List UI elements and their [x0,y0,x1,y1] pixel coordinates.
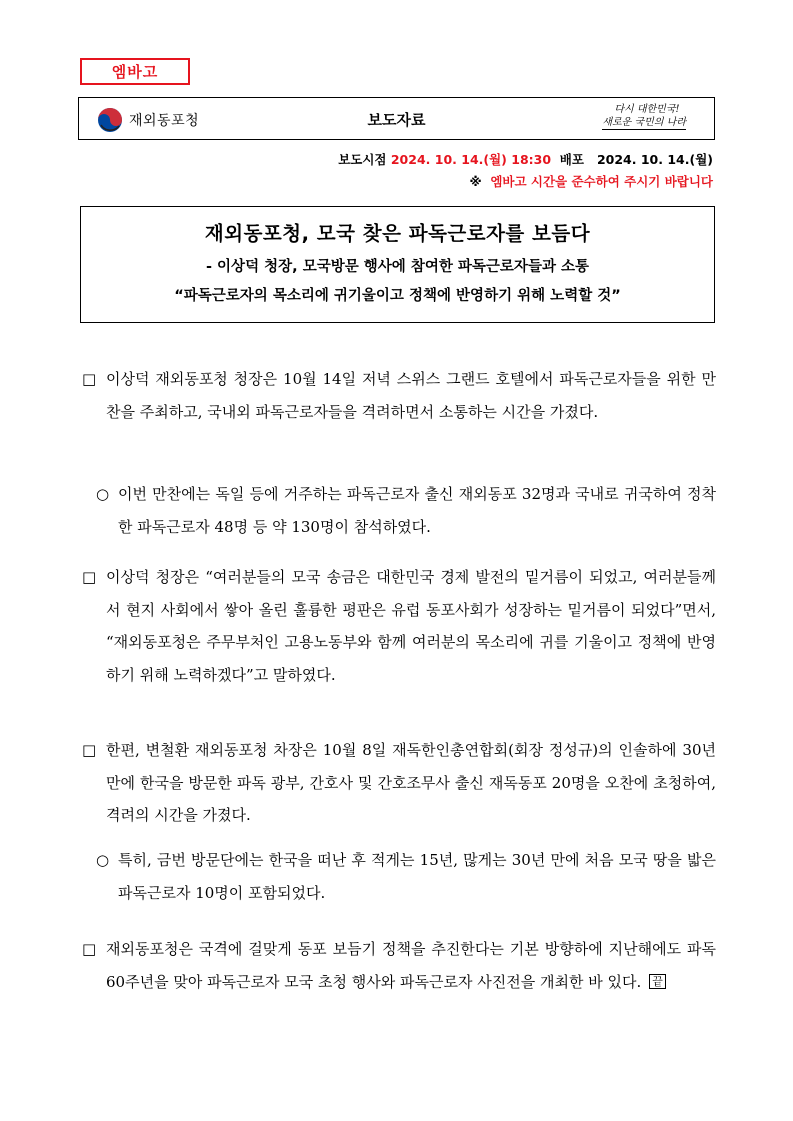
subheadline: - 이상덕 청장, 모국방문 행사에 참여한 파독근로자들과 소통 [205,259,590,275]
release-timeline [338,150,713,168]
slogan-line-1: 다시 대한민국! [614,104,680,115]
circle-bullet: ○ [96,851,110,869]
distribution-label: 배포 [559,152,584,167]
distribution-date: 2024. 10. 14.(월) [596,152,713,167]
paragraph-4 [82,933,716,998]
end-mark: 끝 [649,974,666,989]
box-bullet: □ [82,741,97,759]
quote-headline: “파독근로자의 목소리에 귀기울이고 정책에 반영하기 위해 노력할 것” [174,288,621,304]
notice-text: 엠바고 시간을 준수하여 주시기 바랍니다 [490,174,713,189]
embargo-notice [469,172,713,190]
paragraph-text: 한편, 변철환 재외동포청 차장은 10월 8일 재독한인총연합회(회장 정성규)의 인솔하에 30년 만에 한국을 방문한 파독 광부, 간호사 및 간호조무사 출신 재독동포 20명을 오찬에 초청하여, 격려의 시간을 가졌다. [106,741,716,824]
paragraph-2 [82,561,716,691]
title-box [80,206,715,323]
paragraph-text-block [106,933,716,998]
box-bullet: □ [82,940,97,958]
headline: 재외동포청, 모국 찾은 파독근로자를 보듬다 [204,222,591,245]
release-time-label: 보도시점 [338,152,387,167]
paragraph-text: 재외동포청은 국격에 걸맞게 동포 보듬기 정책을 추진한다는 기본 방향하에 지난해에도 파독 60주년을 맞아 파독근로자 모국 초청 행사와 파독근로자 사진전을 개최한 바 있다. [106,940,716,991]
sub-paragraph-1 [96,478,716,543]
paragraph-text: 이번 만찬에는 독일 등에 거주하는 파독근로자 출신 재외동포 32명과 국내로 귀국하여 정착한 파독근로자 48명 등 약 130명이 참석하였다. [118,485,716,536]
release-time: 2024. 10. 14.(월) 18:30 [390,152,552,167]
press-release-header [78,97,715,140]
paragraph-text: 특히, 금번 방문단에는 한국을 떠난 후 적게는 15년, 많게는 30년 만에 처음 모국 땅을 밟은 파독근로자 10명이 포함되었다. [118,851,716,902]
box-bullet: □ [82,370,97,388]
paragraph-text: 이상덕 재외동포청 청장은 10월 14일 저녁 스위스 그랜드 호텔에서 파독근로자들을 위한 만찬을 주최하고, 국내외 파독근로자들을 격려하면서 소통하는 시간을 가졌다. [106,370,716,421]
embargo-label: 엠바고 [80,58,190,85]
slogan [602,103,686,130]
notice-mark: ※ [469,174,482,189]
box-bullet: □ [82,568,97,586]
paragraph-text: 이상덕 청장은 “여러분들의 모국 송금은 대한민국 경제 발전의 밑거름이 되었고, 여러분들께서 현지 사회에서 쌓아 올린 훌륭한 평판은 유럽 동포사회가 성장하는 밑거름이 되었다”면서, “재외동포청은 주무부처인 고용노동부와 함께 여러분의 목소리에 귀를 기울이고 정책에 반영하기 위해 노력하겠다”고 말하였다. [106,568,716,684]
sub-paragraph-2 [96,844,716,909]
paragraph-1 [82,363,716,428]
circle-bullet: ○ [96,485,110,503]
agency-name: 재외동포청 [129,113,200,129]
document-type: 보도자료 [367,111,426,129]
slogan-line-2: 새로운 국민의 나라 [602,117,686,128]
paragraph-3 [82,734,716,832]
